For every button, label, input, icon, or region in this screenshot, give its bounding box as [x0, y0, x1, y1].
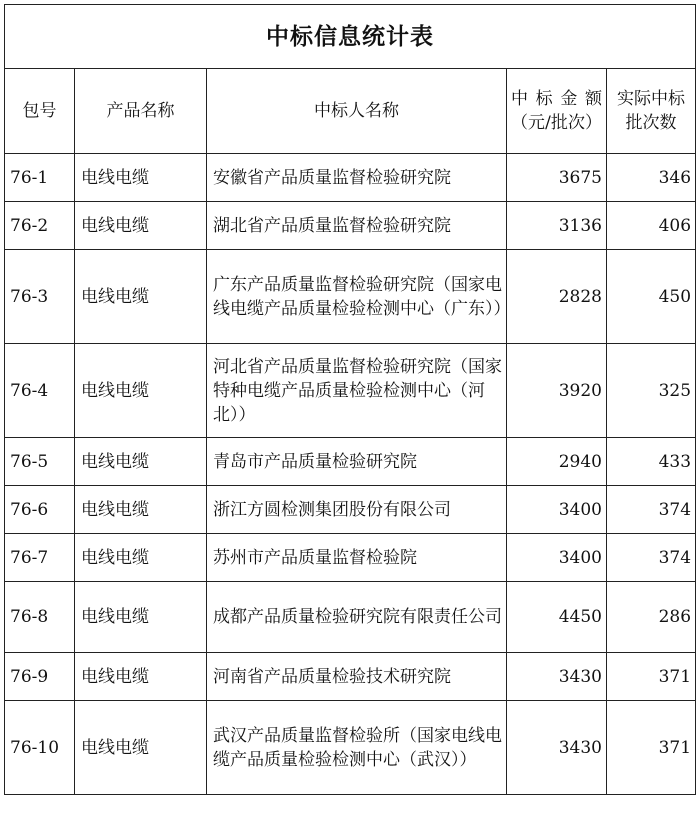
amount-cell: 2828 — [507, 250, 607, 344]
product-cell: 电线电缆 — [75, 534, 207, 582]
product-cell: 电线电缆 — [75, 344, 207, 438]
winner-cell: 广东产品质量监督检验研究院（国家电线电缆产品质量检验检测中心（广东）） — [207, 250, 507, 344]
package-cell: 76-5 — [5, 438, 75, 486]
winner-cell: 河北省产品质量监督检验研究院（国家特种电缆产品质量检验检测中心（河北）） — [207, 344, 507, 438]
product-cell: 电线电缆 — [75, 438, 207, 486]
winner-cell: 河南省产品质量检验技术研究院 — [207, 653, 507, 701]
batches-cell: 371 — [607, 701, 696, 795]
amount-cell: 3400 — [507, 534, 607, 582]
product-cell: 电线电缆 — [75, 250, 207, 344]
winner-cell: 湖北省产品质量监督检验研究院 — [207, 202, 507, 250]
table-title: 中标信息统计表 — [5, 5, 696, 69]
table-row — [5, 438, 696, 486]
package-cell: 76-4 — [5, 344, 75, 438]
winner-cell: 青岛市产品质量检验研究院 — [207, 438, 507, 486]
amount-cell: 3430 — [507, 701, 607, 795]
amount-cell: 3136 — [507, 202, 607, 250]
batches-cell: 374 — [607, 534, 696, 582]
table-row — [5, 582, 696, 653]
batches-cell: 450 — [607, 250, 696, 344]
batches-cell: 433 — [607, 438, 696, 486]
amount-cell: 2940 — [507, 438, 607, 486]
table-row — [5, 534, 696, 582]
package-cell: 76-7 — [5, 534, 75, 582]
winner-cell: 浙江方圆检测集团股份有限公司 — [207, 486, 507, 534]
winner-cell: 武汉产品质量监督检验所（国家电线电缆产品质量检验检测中心（武汉）） — [207, 701, 507, 795]
product-cell: 电线电缆 — [75, 486, 207, 534]
product-cell: 电线电缆 — [75, 653, 207, 701]
amount-cell: 3400 — [507, 486, 607, 534]
header-batches: 实际中标批次数 — [607, 69, 696, 154]
amount-cell: 3430 — [507, 653, 607, 701]
header-package: 包号 — [5, 69, 75, 154]
amount-cell: 4450 — [507, 582, 607, 653]
table-row — [5, 344, 696, 438]
amount-cell: 3920 — [507, 344, 607, 438]
batches-cell: 325 — [607, 344, 696, 438]
table-row — [5, 154, 696, 202]
table-row — [5, 701, 696, 795]
product-cell: 电线电缆 — [75, 154, 207, 202]
package-cell: 76-2 — [5, 202, 75, 250]
product-cell: 电线电缆 — [75, 701, 207, 795]
product-cell: 电线电缆 — [75, 202, 207, 250]
batches-cell: 374 — [607, 486, 696, 534]
header-product: 产品名称 — [75, 69, 207, 154]
product-cell: 电线电缆 — [75, 582, 207, 653]
winner-cell: 成都产品质量检验研究院有限责任公司 — [207, 582, 507, 653]
winner-cell: 安徽省产品质量监督检验研究院 — [207, 154, 507, 202]
table-row — [5, 250, 696, 344]
bid-statistics-table — [4, 4, 696, 795]
package-cell: 76-1 — [5, 154, 75, 202]
winner-cell: 苏州市产品质量监督检验院 — [207, 534, 507, 582]
table-row — [5, 486, 696, 534]
batches-cell: 371 — [607, 653, 696, 701]
batches-cell: 346 — [607, 154, 696, 202]
package-cell: 76-9 — [5, 653, 75, 701]
batches-cell: 286 — [607, 582, 696, 653]
table-row — [5, 202, 696, 250]
header-winner: 中标人名称 — [207, 69, 507, 154]
package-cell: 76-8 — [5, 582, 75, 653]
header-row — [5, 69, 696, 154]
package-cell: 76-10 — [5, 701, 75, 795]
batches-cell: 406 — [607, 202, 696, 250]
header-amount: 中标金额（元/批次） — [507, 69, 607, 154]
package-cell: 76-3 — [5, 250, 75, 344]
amount-cell: 3675 — [507, 154, 607, 202]
package-cell: 76-6 — [5, 486, 75, 534]
table-row — [5, 653, 696, 701]
